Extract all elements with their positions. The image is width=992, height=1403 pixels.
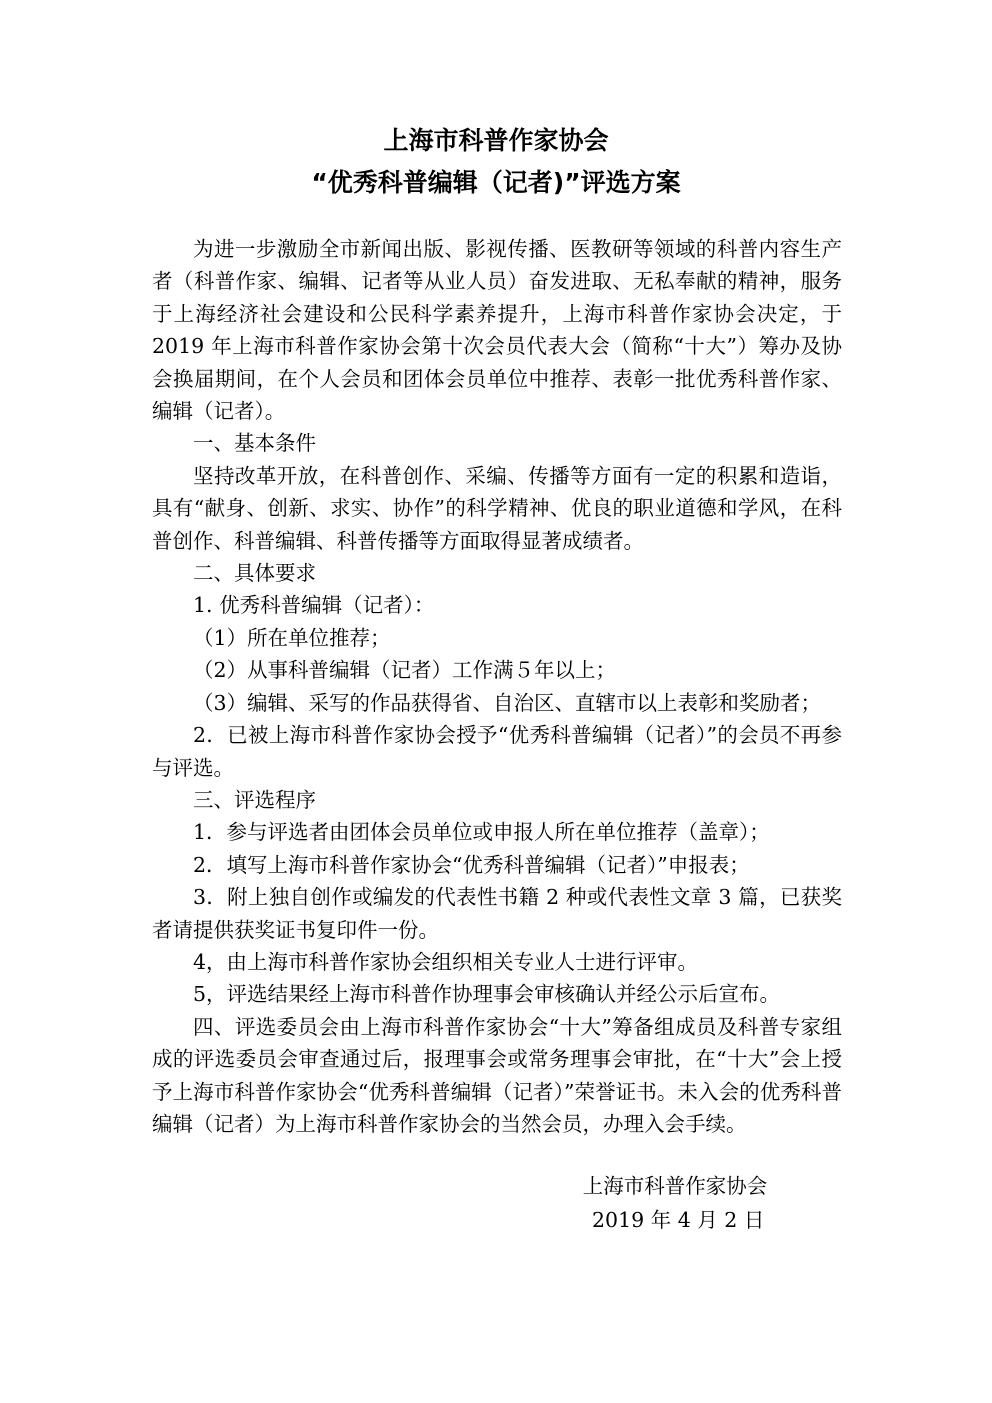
procedure-item: 2．填写上海市科普作家协会“优秀科普编辑（记者）”申报表； [193,852,750,877]
procedure-item: 5，评选结果经上海市科普作协理事会审核确认并经公示后宣布。 [193,982,781,1007]
intro-paragraph: 为进一步激励全市新闻出版、影视传播、医教研等领域的科普内容生产者（科普作家、编辑、记者等从业人员）奋发进取、无私奉献的精神，服务于上海经济社会建设和公民科学素养提升，上海市科普作家协会决定，于 2019 年上海市科普作家协会第十次会员代表大会（简称“十大”）筹办及协会换届期间，在个人会员和团体会员单位中推荐、表彰一批优秀科普作家、编辑（记者）。 [152,237,842,424]
section-heading-requirements: 二、具体要求 [193,561,316,586]
requirement-subitem: （2）从事科普编辑（记者）工作满５年以上； [193,658,617,683]
signature-organization: 上海市科普作家协会 [582,1174,768,1198]
requirement-subitem: （1）所在单位推荐； [193,625,391,650]
section-heading-basic-conditions: 一、基本条件 [193,431,316,456]
signature-date: 2019 年 4 月 2 日 [592,1208,765,1232]
procedure-item: 4，由上海市科普作家协会组织相关专业人士进行评审。 [193,949,699,974]
requirement-item: 2．已被上海市科普作家协会授予“优秀科普编辑（记者）”的会员不再参与评选。 [152,723,842,780]
basic-conditions-paragraph: 坚持改革开放，在科普创作、采编、传播等方面有一定的积累和造诣，具有“献身、创新、求实、协作”的科学精神、优良的职业道德和学风，在科普创作、科普编辑、科普传播等方面取得显著成绩者。 [152,463,842,553]
committee-paragraph: 四、评选委员会由上海市科普作家协会“十大”筹备组成员及科普专家组成的评选委员会审查通过后，报理事会或常务理事会审批，在“十大”会上授予上海市科普作家协会“优秀科普编辑（记者）”荣誉证书。未入会的优秀科普编辑（记者）为上海市科普作家协会的当然会员，办理入会手续。 [152,1014,842,1136]
document-body [152,233,842,1140]
document-title: 上海市科普作家协会 [383,126,609,155]
requirement-subitem: （3）编辑、采写的作品获得省、自治区、直辖市以上表彰和奖励者； [193,690,822,715]
requirement-item: 1. 优秀科普编辑（记者）： [193,593,435,618]
section-heading-procedure: 三、评选程序 [193,787,316,812]
document-subtitle: “优秀科普编辑（记者)”评选方案 [311,168,681,197]
procedure-item: 1．参与评选者由团体会员单位或申报人所在单位推荐（盖章）； [193,820,770,845]
procedure-item: 3．附上独自创作或编发的代表性书籍 2 种或代表性文章 3 篇，已获奖者请提供获奖证书复印件一份。 [152,885,842,942]
